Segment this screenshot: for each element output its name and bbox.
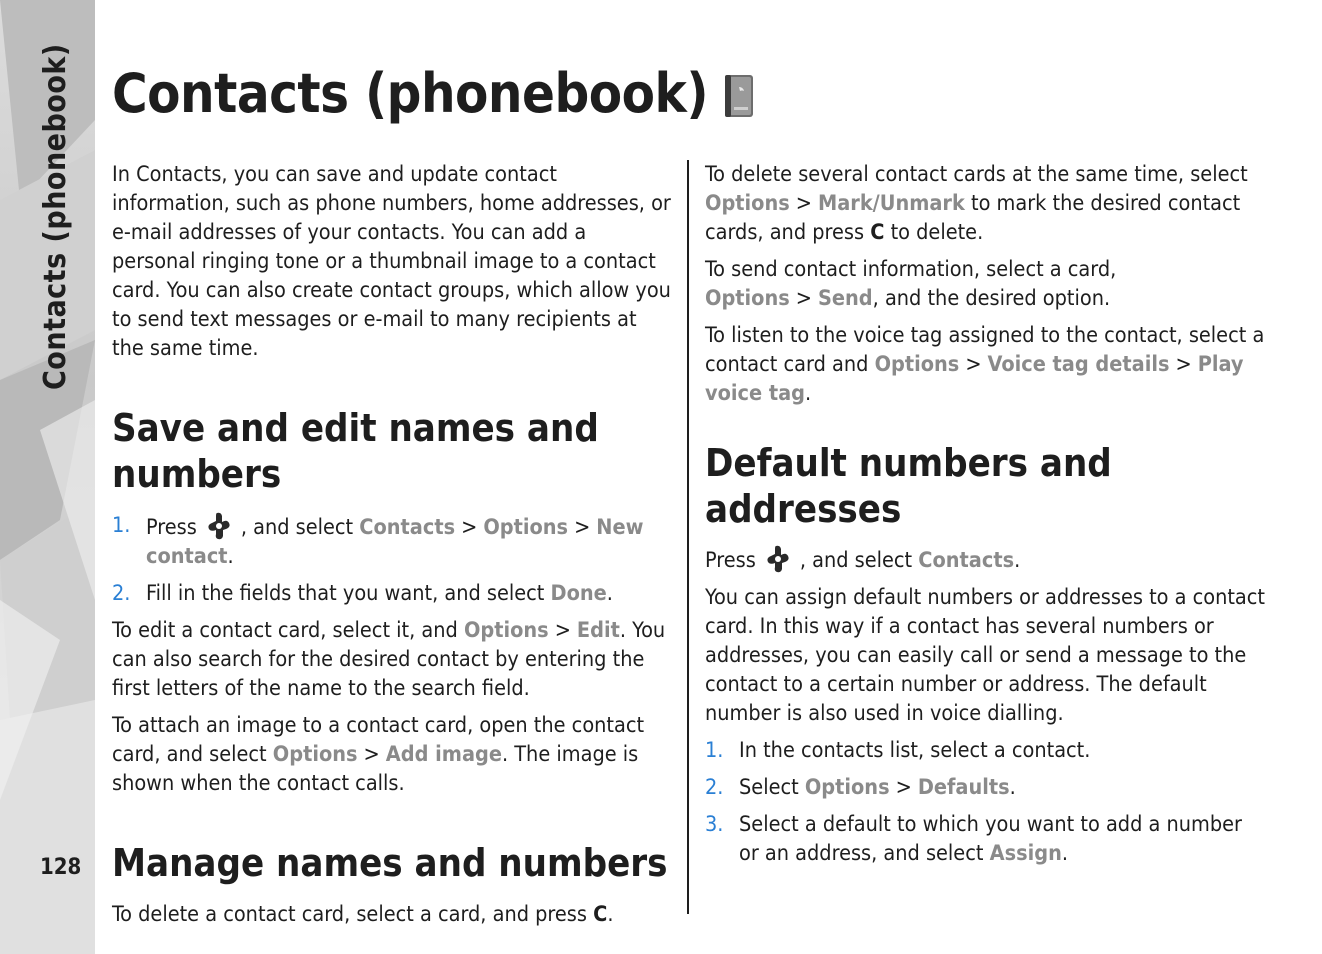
delete-many-text: To delete several contact cards at the same time, select bbox=[705, 162, 1248, 187]
punctuation: . bbox=[1061, 841, 1068, 866]
step-text: Fill in the fields that you want, and select bbox=[146, 581, 545, 606]
menu-path-voice-tag-details: Voice tag details bbox=[987, 352, 1170, 377]
punctuation: . bbox=[804, 381, 812, 406]
menu-path-mark-unmark: Mark/Unmark bbox=[817, 191, 965, 216]
heading-manage: Manage names and numbers bbox=[112, 841, 668, 885]
list-item bbox=[112, 511, 674, 571]
step-text: Select a default to which you want to add a number or an address, and select bbox=[739, 812, 1243, 866]
heading-default: Default numbers and addresses bbox=[705, 441, 1112, 531]
step-number: 3. bbox=[705, 812, 724, 837]
press-paragraph bbox=[705, 544, 1267, 575]
step-text-mid: , and select bbox=[240, 515, 354, 540]
send-text: To send contact information, select a card, bbox=[705, 257, 1117, 282]
delete-many-text-post: to delete. bbox=[890, 220, 984, 245]
send-text-post: , and the desired option. bbox=[872, 286, 1111, 311]
punctuation: . bbox=[1014, 548, 1021, 573]
step-number: 2. bbox=[705, 775, 724, 800]
save-steps-list bbox=[112, 511, 674, 608]
voice-text: To listen to the voice tag assigned to the contact, select a contact card and bbox=[705, 323, 1265, 377]
path-separator: > bbox=[461, 515, 478, 540]
left-column bbox=[112, 160, 674, 937]
step-text: Press bbox=[146, 515, 197, 540]
edit-text: To edit a contact card, select it, and bbox=[112, 618, 458, 643]
list-item bbox=[705, 773, 1267, 802]
path-separator: > bbox=[1175, 352, 1192, 377]
path-separator: > bbox=[895, 775, 912, 800]
side-band bbox=[0, 0, 95, 954]
right-column bbox=[705, 160, 1267, 876]
menu-path-contacts: Contacts bbox=[359, 515, 456, 540]
menu-path-options: Options bbox=[874, 352, 960, 377]
delete-many-paragraph bbox=[705, 160, 1267, 247]
side-chapter-title-text: Contacts (phonebook) bbox=[38, 43, 73, 390]
path-separator: > bbox=[574, 515, 591, 540]
menu-path-add-image: Add image bbox=[385, 742, 502, 767]
list-item bbox=[705, 736, 1267, 765]
press-text: Press bbox=[705, 548, 756, 573]
menu-path-options: Options bbox=[272, 742, 358, 767]
menu-path-send: Send bbox=[817, 286, 873, 311]
path-separator: > bbox=[795, 191, 812, 216]
delete-one-paragraph bbox=[112, 900, 674, 929]
default-steps-list bbox=[705, 736, 1267, 868]
menu-key-icon bbox=[764, 544, 792, 574]
step-number: 1. bbox=[705, 738, 724, 763]
assign-paragraph: You can assign default numbers or addresses to a contact card. In this way if a contact has several numbers or addresses, you can easily call or send a message to the contact to a certain number or address. The default number is also used in voice dialling. bbox=[705, 585, 1265, 726]
page-title-text: Contacts (phonebook) bbox=[112, 62, 709, 125]
column-divider bbox=[687, 160, 689, 914]
attach-text-post: . The image is shown when the contact calls. bbox=[112, 742, 639, 796]
step-text: In the contacts list, select a contact. bbox=[739, 738, 1091, 763]
delete-many-text-mid: to mark the desired contact cards, and press bbox=[705, 191, 1241, 245]
path-separator: > bbox=[363, 742, 380, 767]
edit-text-post: . You can also search for the desired contact by entering the first letters of the name to the search field. bbox=[112, 618, 666, 701]
menu-path-new-contact: New contact bbox=[146, 515, 644, 569]
menu-path-play-voice-tag: Play voice tag bbox=[705, 352, 1244, 406]
menu-path-options: Options bbox=[463, 618, 549, 643]
page-title bbox=[112, 62, 756, 125]
voice-paragraph bbox=[705, 321, 1267, 408]
press-text-mid: , and select bbox=[799, 548, 913, 573]
menu-path-edit: Edit bbox=[576, 618, 620, 643]
step-text: Select bbox=[739, 775, 799, 800]
page-number: 128 bbox=[40, 855, 82, 880]
menu-path-options: Options bbox=[705, 286, 790, 311]
edit-paragraph bbox=[112, 616, 674, 703]
menu-path-contacts: Contacts bbox=[918, 548, 1015, 573]
menu-path-options: Options bbox=[483, 515, 569, 540]
punctuation: . bbox=[607, 902, 614, 927]
intro-paragraph: In Contacts, you can save and update contact information, such as phone numbers, home addresses, or e-mail addresses of your contacts. You can add a personal ringing tone or a thumbnail image to a contact card. You can also create contact groups, which allow you to send text messages or e-mail to many recipients at the same time. bbox=[112, 162, 671, 361]
key-c: C bbox=[593, 902, 608, 927]
list-item bbox=[112, 579, 674, 608]
path-separator: > bbox=[965, 352, 982, 377]
menu-path-options: Options bbox=[804, 775, 890, 800]
key-c: C bbox=[870, 220, 885, 245]
send-paragraph bbox=[705, 255, 1267, 313]
contacts-book-icon bbox=[722, 73, 756, 119]
heading-save-edit: Save and edit names and numbers bbox=[112, 406, 599, 496]
menu-path-done: Done bbox=[550, 581, 607, 606]
path-separator: > bbox=[795, 286, 812, 311]
attach-paragraph bbox=[112, 711, 674, 798]
step-number: 2. bbox=[112, 581, 131, 606]
menu-key-icon bbox=[205, 511, 233, 541]
side-chapter-title bbox=[38, 40, 78, 400]
punctuation: . bbox=[227, 544, 234, 569]
menu-path-defaults: Defaults bbox=[917, 775, 1010, 800]
menu-path-assign: Assign bbox=[989, 841, 1062, 866]
attach-text: To attach an image to a contact card, open the contact card, and select bbox=[112, 713, 645, 767]
delete-text: To delete a contact card, select a card, and press bbox=[112, 902, 587, 927]
menu-path-options: Options bbox=[705, 191, 790, 216]
list-item bbox=[705, 810, 1267, 868]
path-separator: > bbox=[554, 618, 571, 643]
punctuation: . bbox=[606, 581, 613, 606]
step-number: 1. bbox=[112, 513, 131, 538]
punctuation: . bbox=[1009, 775, 1016, 800]
